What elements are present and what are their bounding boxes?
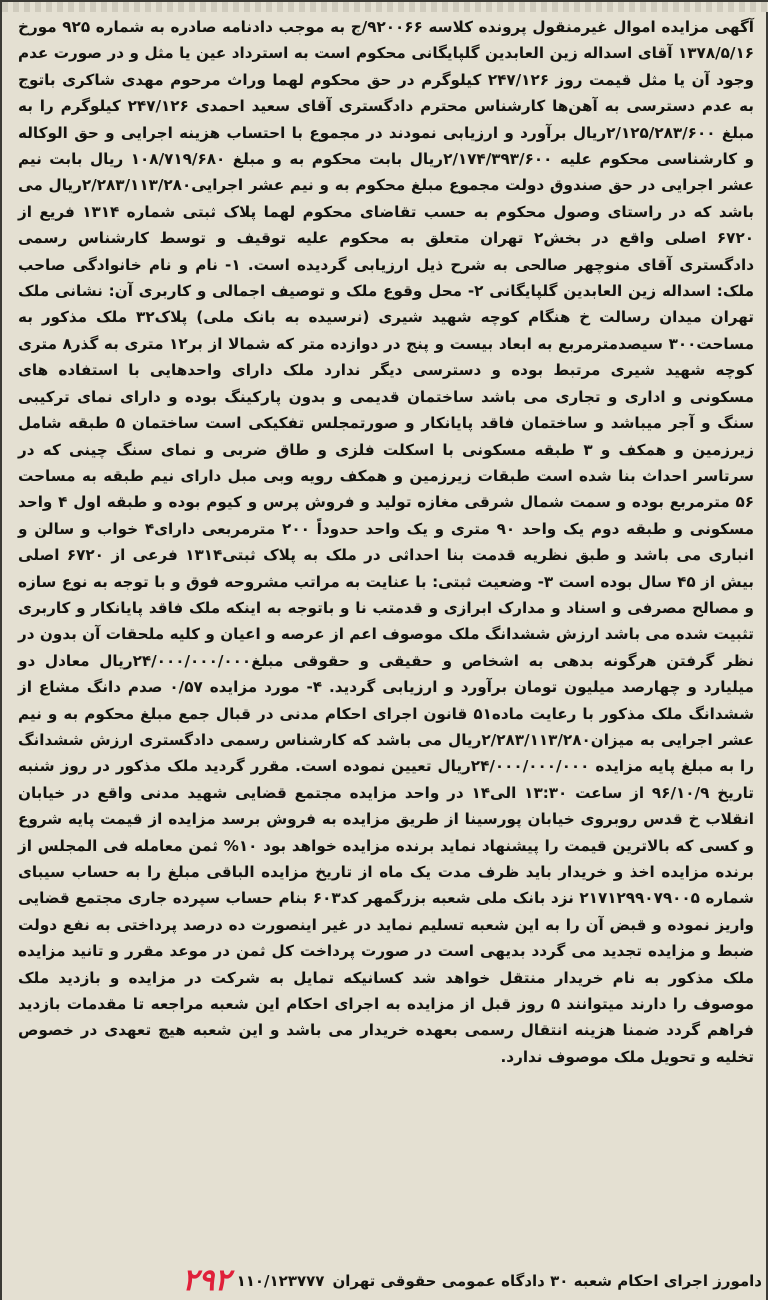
torn-edge: [2, 2, 768, 12]
notice-paragraph: آگهی مزایده اموال غیرمنقول پرونده کلاسه ۹۲۰۰۶۶/ج به موجب دادنامه صادره به شماره ۹۲۵ مورخ ۱۳۷۸/۵/۱۶ آقای اسداله زین العابدین گلپایگانی محکوم است به استرداد عین یا مثل و در صورت عدم وجود آن یا مثل قیمت روز ۲۴۷/۱۲۶ کیلوگرم در حق محکوم لهما وراث مرحوم مهدی شاکری باتوج به عدم دسترسی به آهن‌ها کارشناس محترم دادگستری آقای سعید احمدی ۲۴۷/۱۲۶ کیلوگرم را به مبلغ ۲/۱۲۵/۲۸۳/۶۰۰ریال برآورد و ارزیابی نمودند در مجموع با احتساب هزینه اجرایی و حق الوکاله و کارشناسی محکوم علیه ۲/۱۷۴/۳۹۳/۶۰۰ریال بابت محکوم به و مبلغ ۱۰۸/۷۱۹/۶۸۰ ریال بابت نیم عشر اجرایی در حق صندوق دولت مجموع مبلغ محکوم به و نیم عشر اجرایی۲/۲۸۳/۱۱۳/۲۸۰ریال می باشد که در راستای وصول محکوم به حسب تقاضای محکوم لهما پلاک ثبتی شماره ۱۳۱۴ فریع از ۶۷۲۰ اصلی واقع در بخش۲ تهران متعلق به محکوم علیه توقیف و توسط کارشناس رسمی دادگستری آقای منوچهر صالحی به شرح ذیل ارزیابی گردیده است. ۱- نام و نام خانوادگی صاحب ملک: اسداله زین العابدین گلپایگانی ۲- محل وقوع ملک و توصیف اجمالی و کاربری آن: نشانی ملک تهران میدان رسالت خ هنگام کوچه شهید شیری (نرسیده به بانک ملی) پلاک۳۲ ملک مذکور به مساحت۳۰۰ سیصدمترمربع به ابعاد بیست و پنج در دوازده متر که شمالا از بر۱۲ متری به گذر۸ متری کوچه شهید شیری مرتبط بوده و دسترسی دیگر ندارد ملک دارای واحدهایی با استفاده های مسکونی و اداری و تجاری می باشد ساختمان قدیمی و بدون پارکینگ بوده و دارای نمای ترکیبی سنگ و آجر میباشد و ساختمان فاقد پایانکار و صورتمجلس تفکیکی است ساختمان ۵ طبقه شامل زیرزمین و همکف و ۳ طبقه مسکونی با اسکلت فلزی و طاق ضربی و نمای سنگ چینی که در سرتاسر احداث بنا شده است طبقات زیرزمین و همکف رویه وبی مبل دارای نیم طبقه به مساحت ۵۶ مترمربع بوده و سمت شمال شرقی مغازه تولید و فروش پرس و کیوم بوده و طبقه اول ۴ واحد مسکونی و طبقه دوم یک واحد ۹۰ متری و یک واحد حدوداً ۲۰۰ مترمربعی دارای۴ خواب و سالن و انباری می باشد و طبق نظریه قدمت بنا احداثی در ملک به پلاک ثبتی۱۳۱۴ فرعی از ۶۷۲۰ اصلی بیش از ۴۵ سال بوده است ۳- وضعیت ثبتی: با عنایت به مراتب مشروحه فوق و با توجه به نوع سازه و مصالح مصرفی و اسناد و مدارک ابرازی و قدمتب نا و باتوجه به اینکه ملک فاقد پایانکار و کاربری تثبیت شده می باشد ارزش ششدانگ ملک موصوف اعم از عرصه و اعیان و کلیه ملحقات آن بدون در نظر گرفتن هرگونه بدهی به اشخاص و حقیقی و حقوقی مبلغ۲۴/۰۰۰/۰۰۰/۰۰۰ریال معادل دو میلیارد و چهارصد میلیون تومان برآورد و ارزیابی گردید. ۴- مورد مزایده ۰/۵۷ صدم دانگ مشاع از ششدانگ ملک مذکور با رعایت ماده۵۱ قانون اجرای احکام مدنی در قبال جمع مبلغ محکوم به و نیم عشر اجرایی به میزان۲/۲۸۳/۱۱۳/۲۸۰ریال می باشد که کارشناس رسمی دادگستری ارزش ششدانگ را به مبلغ پایه مزایده ۲۴/۰۰۰/۰۰۰/۰۰۰ریال تعیین نموده است. مقرر گردید ملک مذکور در روز شنبه تاریخ ۹۶/۱۰/۹ از ساعت ۱۳:۳۰ الی۱۴ در واحد مزایده مجتمع قضایی شهید مدنی واقع در خیابان انقلاب خ قدس روبروی خیابان پورسینا از طریق مزایده به فروش برسد مزایده از قیمت پایه شروع و کسی که بالاترین قیمت را پیشنهاد نماید برنده مزایده خواهد بود ۱۰% ثمن معامله فی المجلس از برنده مزایده اخذ و خریدار باید ظرف مدت یک ماه از تاریخ مزایده الباقی مبلغ را به حساب سیبای شماره ۲۱۷۱۲۹۹۰۷۹۰۰۵ نزد بانک ملی شعبه بزرگمهر کد۶۰۳ بنام حساب سپرده جاری مجتمع قضایی واریز نموده و قبض آن را به این شعبه تسلیم نماید در غیر اینصورت ده درصد پرداختی به نفع دولت ضبط و مزایده تجدید می گردد بدیهی است در صورت پرداخت کل ثمن در موعد مقرر و تانید مزایده ملک مذکور به نام خریدار منتقل خواهد شد کسانیکه تمایل به شرکت در مزایده و بازدید ملک موصوف را دارند میتوانند ۵ روز قبل از مزایده به اجرای احکام این شعبه مراجعه تا مقدمات بازدید فراهم گردد ضمنا هزینه انتقال رسمی بعهده خریدار می باشد و این شعبه هیچ تعهدی در خصوص تخلیه و تحویل ملک موصوف ندارد.: [18, 18, 755, 1066]
handwritten-mark: ۲۹۲: [182, 1263, 231, 1298]
notice-number: ۱۱۰/۱۲۳۷۷۷: [236, 1272, 325, 1290]
signature-line: دامورز اجرای احکام شعبه ۳۰ دادگاه عمومی حقوقی تهران: [332, 1272, 762, 1290]
notice-footer: [10, 1264, 762, 1298]
auction-notice-text: [18, 14, 754, 1070]
